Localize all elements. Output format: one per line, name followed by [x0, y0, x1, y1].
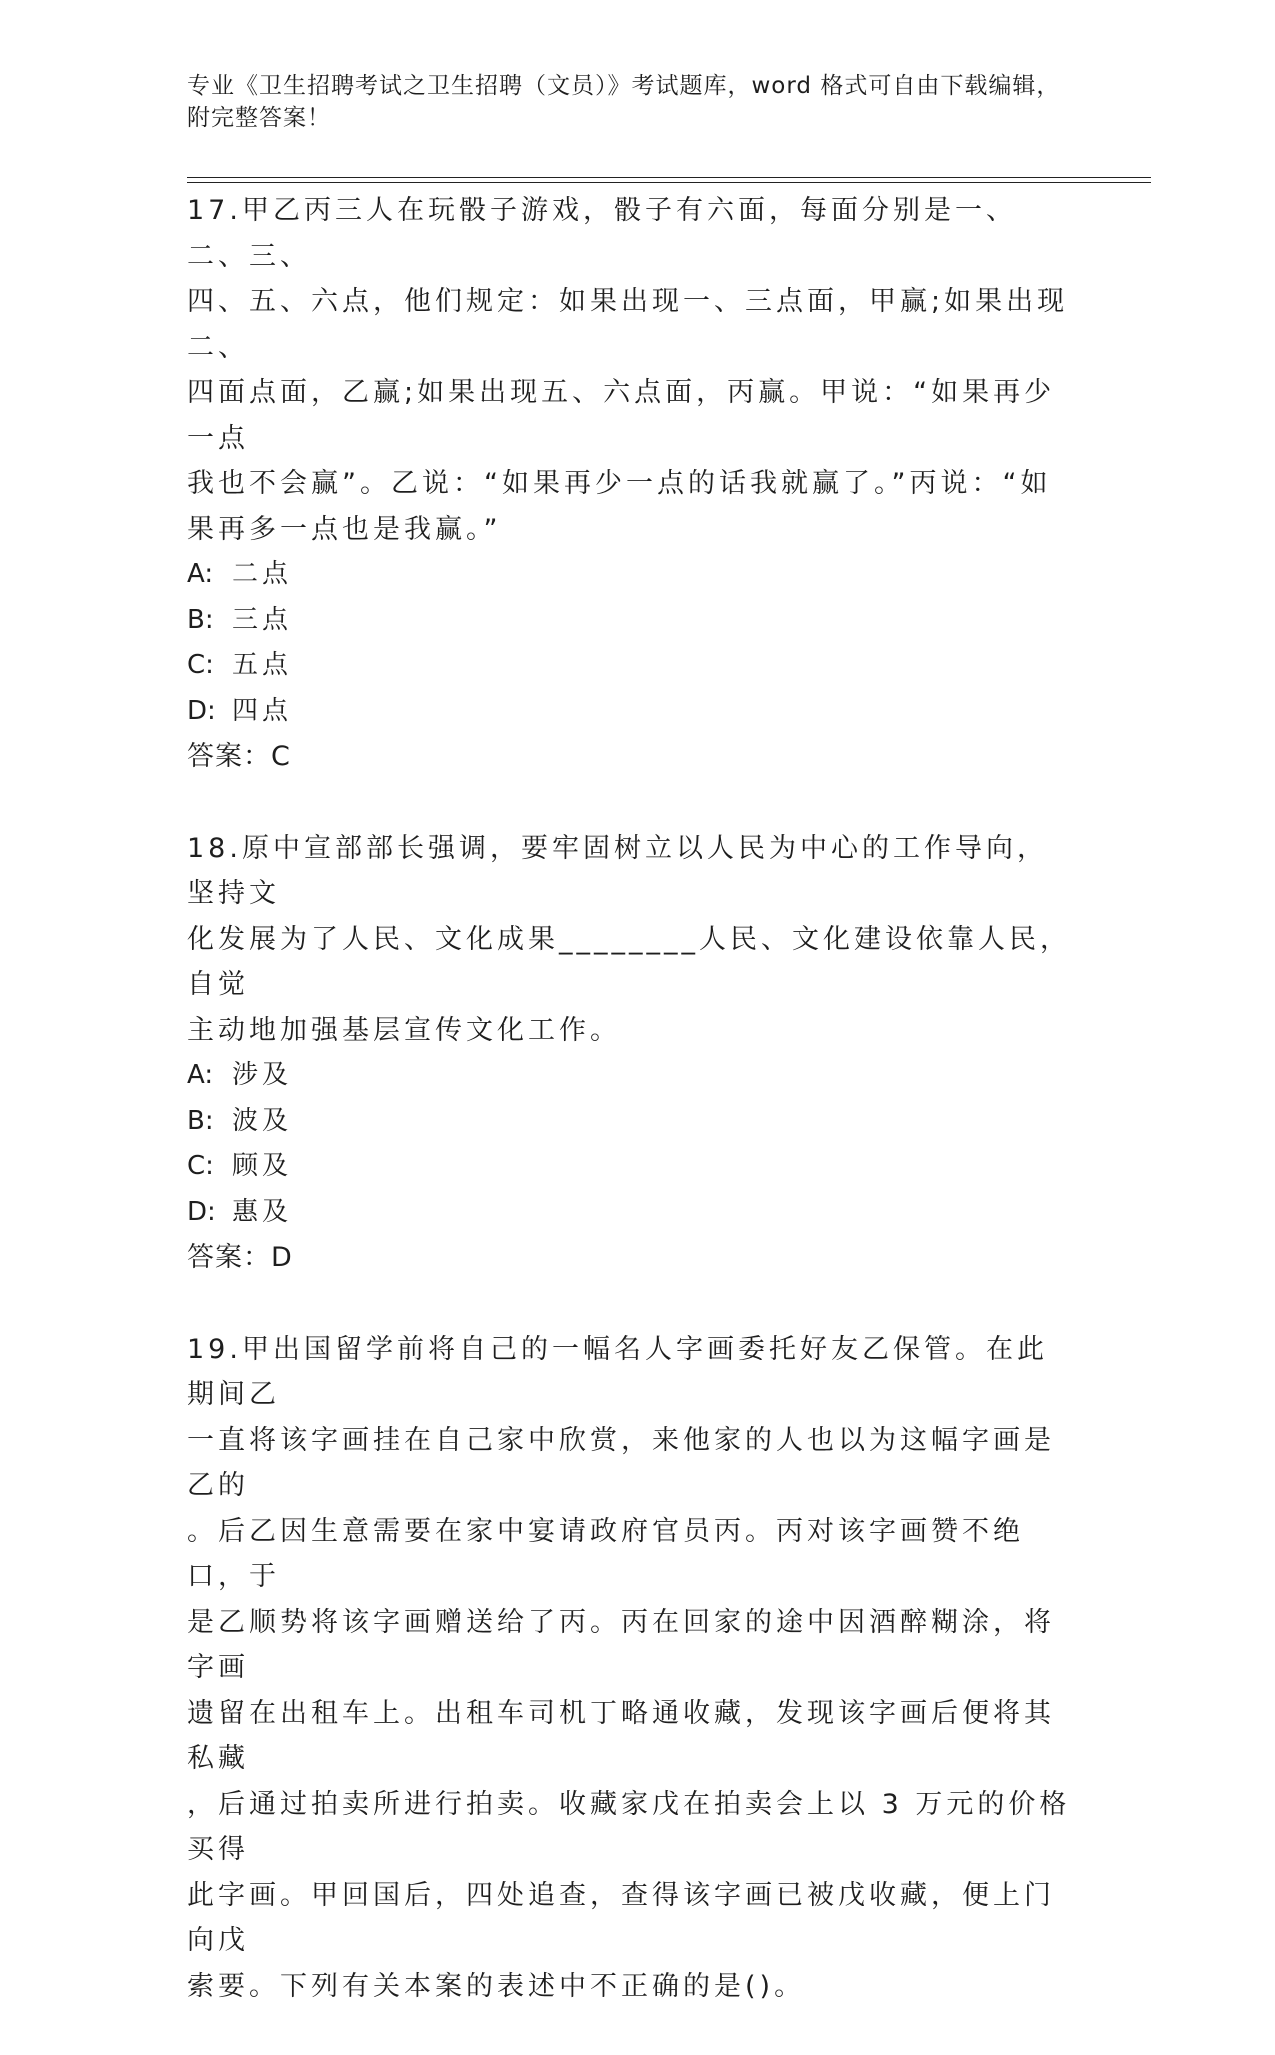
question-stem-line: 此字画。甲回国后，四处追查，查得该字画已被戊收藏，便上门向戊 [187, 1879, 1055, 1956]
question-stem-line: 19.甲出国留学前将自己的一幅名人字画委托好友乙保管。在此期间乙 [187, 1333, 1048, 1410]
header-divider-top [187, 177, 1151, 178]
question-stem-line: 四、五、六点，他们规定：如果出现一、三点面，甲赢;如果出现二、 [187, 286, 1069, 363]
question-stem-line: 17.甲乙丙三人在玩骰子游戏，骰子有六面，每面分别是一、二、三、 [187, 195, 1017, 272]
option-text: 顾及 [232, 1151, 293, 1181]
option-a [187, 552, 1077, 598]
option-b [187, 598, 1077, 644]
question-stem-line: ，后通过拍卖所进行拍卖。收藏家戊在拍卖会上以 3 万元的价格买得 [187, 1788, 1071, 1865]
option-text: 二点 [232, 559, 293, 589]
option-letter: D: [187, 695, 216, 726]
option-letter: D: [187, 1196, 216, 1227]
option-c [187, 643, 1077, 689]
option-text: 四点 [232, 695, 293, 726]
question-stem-line: 果再多一点也是我赢。” [187, 513, 502, 545]
answer-line: 答案：C [187, 741, 291, 772]
question-stem-line: 遗留在出租车上。出租车司机丁略通收藏，发现该字画后便将其私藏 [187, 1697, 1055, 1774]
question-stem-line: 索要。下列有关本案的表述中不正确的是()。 [187, 1970, 806, 2002]
question-19 [187, 1327, 1077, 2010]
option-d [187, 1190, 1077, 1236]
question-17 [187, 188, 1077, 780]
question-stem-line: 。后乙因生意需要在家中宴请政府官员丙。丙对该字画赞不绝口，于 [187, 1515, 1024, 1592]
option-letter: A: [187, 1060, 214, 1090]
page-header: 专业《卫生招聘考试之卫生招聘（文员）》考试题库，word 格式可自由下载编辑，附完整答案！ [187, 73, 1061, 131]
option-c [187, 1144, 1077, 1190]
option-text: 三点 [232, 604, 293, 635]
option-b [187, 1099, 1077, 1145]
option-letter: C: [187, 650, 214, 680]
header-divider-bottom [187, 182, 1151, 183]
option-d [187, 689, 1077, 735]
question-18 [187, 826, 1077, 1281]
option-a [187, 1053, 1077, 1099]
option-text: 涉及 [232, 1060, 293, 1090]
questions-area [187, 188, 1077, 2055]
option-text: 波及 [232, 1105, 293, 1136]
option-letter: C: [187, 1151, 214, 1181]
question-stem-line: 一直将该字画挂在自己家中欣赏，来他家的人也以为这幅字画是乙的 [187, 1424, 1055, 1501]
option-letter: B: [187, 1105, 214, 1136]
option-letter: B: [187, 604, 214, 635]
option-text: 五点 [232, 650, 293, 680]
question-stem-line: 化发展为了人民、文化成果________人民、文化建设依靠人民，自觉 [187, 923, 1071, 1000]
option-letter: A: [187, 559, 214, 589]
question-stem-line: 我也不会赢”。乙说：“如果再少一点的话我就赢了。”丙说：“如 [187, 468, 1052, 499]
answer-line: 答案：D [187, 1242, 293, 1273]
question-stem-line: 18.原中宣部部长强调，要牢固树立以人民为中心的工作导向，坚持文 [187, 832, 1048, 909]
option-text: 惠及 [232, 1196, 293, 1227]
question-stem-line: 是乙顺势将该字画赠送给了丙。丙在回家的途中因酒醉糊涂，将字画 [187, 1606, 1055, 1683]
question-stem-line: 四面点面，乙赢;如果出现五、六点面，丙赢。甲说：“如果再少一点 [187, 377, 1056, 454]
question-stem-line: 主动地加强基层宣传文化工作。 [187, 1014, 621, 1046]
